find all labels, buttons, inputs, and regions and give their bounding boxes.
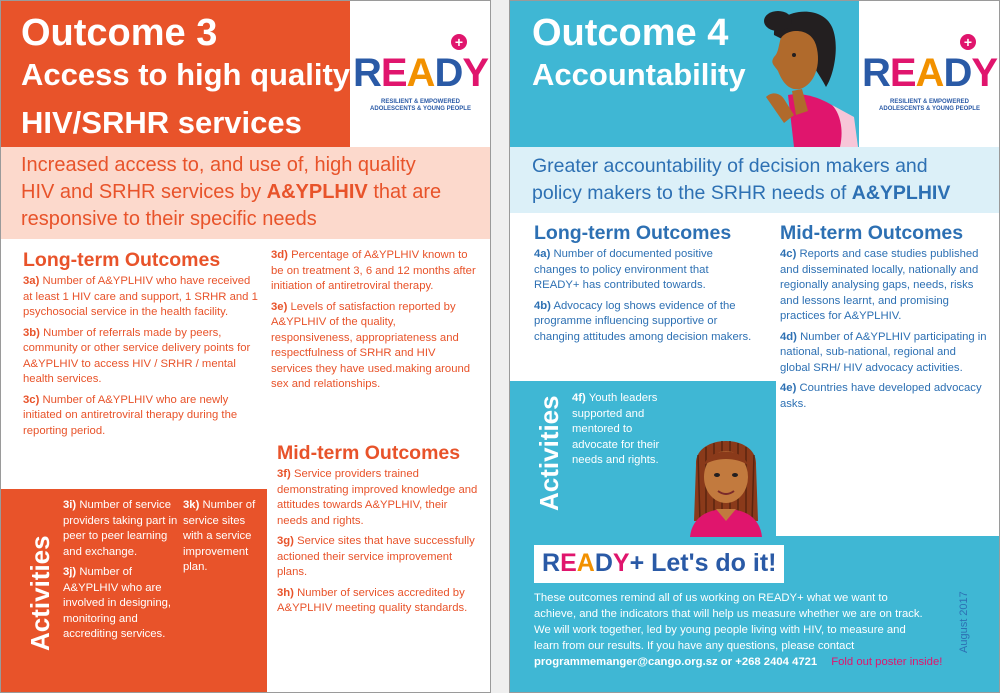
long-term-heading: Long-term Outcomes: [534, 222, 732, 244]
youth-illustration-icon: [676, 425, 776, 537]
activities-col-1: [63, 498, 179, 648]
indicator-4e: 4e) Countries have developed advocacy asks.: [780, 382, 982, 410]
outcome-3-intro: Increased access to, and use of, high quality HIV and SRHR services by A&YPLHIV that are responsive to their specific needs: [1, 147, 491, 239]
indicator-3f: 3f) Service providers trained demonstrating improved knowledge and attitudes towards A&YPLHIV, their needs and rights.: [277, 468, 478, 527]
indicator-4a: 4a) Number of documented positive changes to policy environment that READY+ has contributed towards.: [534, 248, 713, 291]
ready-logo: READY + RESILIENT & EMPOWERED ADOLESCENTS & YOUNG PEOPLE: [859, 1, 1000, 147]
activities-label: Activities: [534, 395, 564, 511]
fold-out-note: Fold out poster inside!: [831, 656, 943, 668]
outcome-3-mid-term: [277, 442, 481, 622]
date-label: August 2017: [958, 591, 970, 653]
outcome-3-subtitle: Access to high quality: [21, 57, 351, 92]
indicator-3j: 3j) Number of A&YPLHIV who are involved in designing, monitoring and accrediting services.: [63, 566, 172, 640]
activities-col: [572, 391, 672, 474]
indicator-3d: 3d) Percentage of A&YPLHIV known to be on treatment 3, 6 and 12 months after initiation of antiretroviral therapy.: [271, 249, 476, 292]
outcome-3-subtitle-2: HIV/SRHR services: [21, 105, 302, 140]
indicator-3g: 3g) Service sites that have successfully actioned their service improvement plans.: [277, 535, 475, 578]
indicator-3a: 3a) Number of A&YPLHIV who have received at least 1 HIV care and support, 1 SRHR and 1 psychosocial service in the health facility.: [23, 275, 258, 318]
indicator-3k: 3k) Number of service sites with a service improvement plan.: [183, 499, 256, 573]
activities-col-2: [183, 498, 263, 581]
outcome-3-title: Outcome 3: [21, 12, 218, 54]
indicator-3b: 3b) Number of referrals made by peers, community or other service delivery points for A&YPLHIV to access HIV / SRHR / mental health services.: [23, 326, 251, 385]
contact-link[interactable]: programmemanger@cango.org.sz or +268 2404 4721: [534, 656, 818, 668]
outcome-3-long-term-cont: [271, 248, 479, 398]
outcome-4-mid-term: [780, 222, 988, 417]
indicator-3i: 3i) Number of service providers taking part in peer to peer learning and exchange.: [63, 499, 178, 558]
indicator-3h: 3h) Number of services accredited by A&YPLHIV meeting quality standards.: [277, 586, 468, 614]
indicator-4b: 4b) Advocacy log shows evidence of the programme influencing supportive or changing attitudes among decision makers.: [534, 299, 752, 343]
plus-icon: +: [960, 34, 976, 50]
cta-banner: [534, 545, 784, 583]
outcome-4-subtitle: Accountability: [532, 57, 746, 92]
mid-term-heading: Mid-term Outcomes: [277, 442, 461, 464]
indicator-4c: 4c) Reports and case studies published and disseminated locally, nationally and regionally analysing gaps, needs, risks and lessons learnt, and promising practices for A&YPLHIV.: [780, 248, 979, 322]
indicator-4f: 4f) Youth leaders supported and mentored to advocate for their needs and rights.: [572, 392, 660, 466]
outcome-4-title: Outcome 4: [532, 12, 729, 54]
indicator-3c: 3c) Number of A&YPLHIV who are newly initiated on antiretroviral therapy during the reporting period.: [23, 393, 238, 437]
indicator-3e: 3e) Levels of satisfaction reported by A&YPLHIV of the quality, responsiveness, appropriateness and respectfulness of SRHR and HIV services they have used.making around sex and relationships.: [271, 300, 471, 390]
indicator-4d: 4d) Number of A&YPLHIV participating in national, sub-national, regional and global SRH/ HIV advocacy activities.: [780, 330, 987, 374]
outcome-3-long-term: [23, 249, 261, 444]
outcome-3-card: [0, 0, 491, 693]
outcome-4-long-term: [534, 222, 754, 350]
outcome-4-intro: Greater accountability of decision makers and policy makers to the SRHR needs of A&YPLHIV: [510, 147, 1000, 213]
girl-illustration-icon: [736, 5, 860, 147]
plus-icon: +: [451, 34, 467, 50]
mid-term-heading: Mid-term Outcomes: [780, 222, 964, 244]
footer-text: These outcomes remind all of us working on READY+ what we want to achieve, and the indicators that will help us measure whether we are on track. We will work together, led by young people living with HIV, to measure and learn from our results. If you have any questions, please contact programmemanger@cango.org.sz or +268 2404 4721 Fold out poster inside!: [534, 592, 943, 668]
ready-logo: READY + RESILIENT & EMPOWERED ADOLESCENTS & YOUNG PEOPLE: [350, 1, 491, 147]
long-term-heading: Long-term Outcomes: [23, 249, 221, 271]
activities-label: Activities: [25, 535, 55, 651]
cta-text: READY+ Let's do it!: [542, 549, 777, 577]
outcome-4-card: [509, 0, 1000, 693]
